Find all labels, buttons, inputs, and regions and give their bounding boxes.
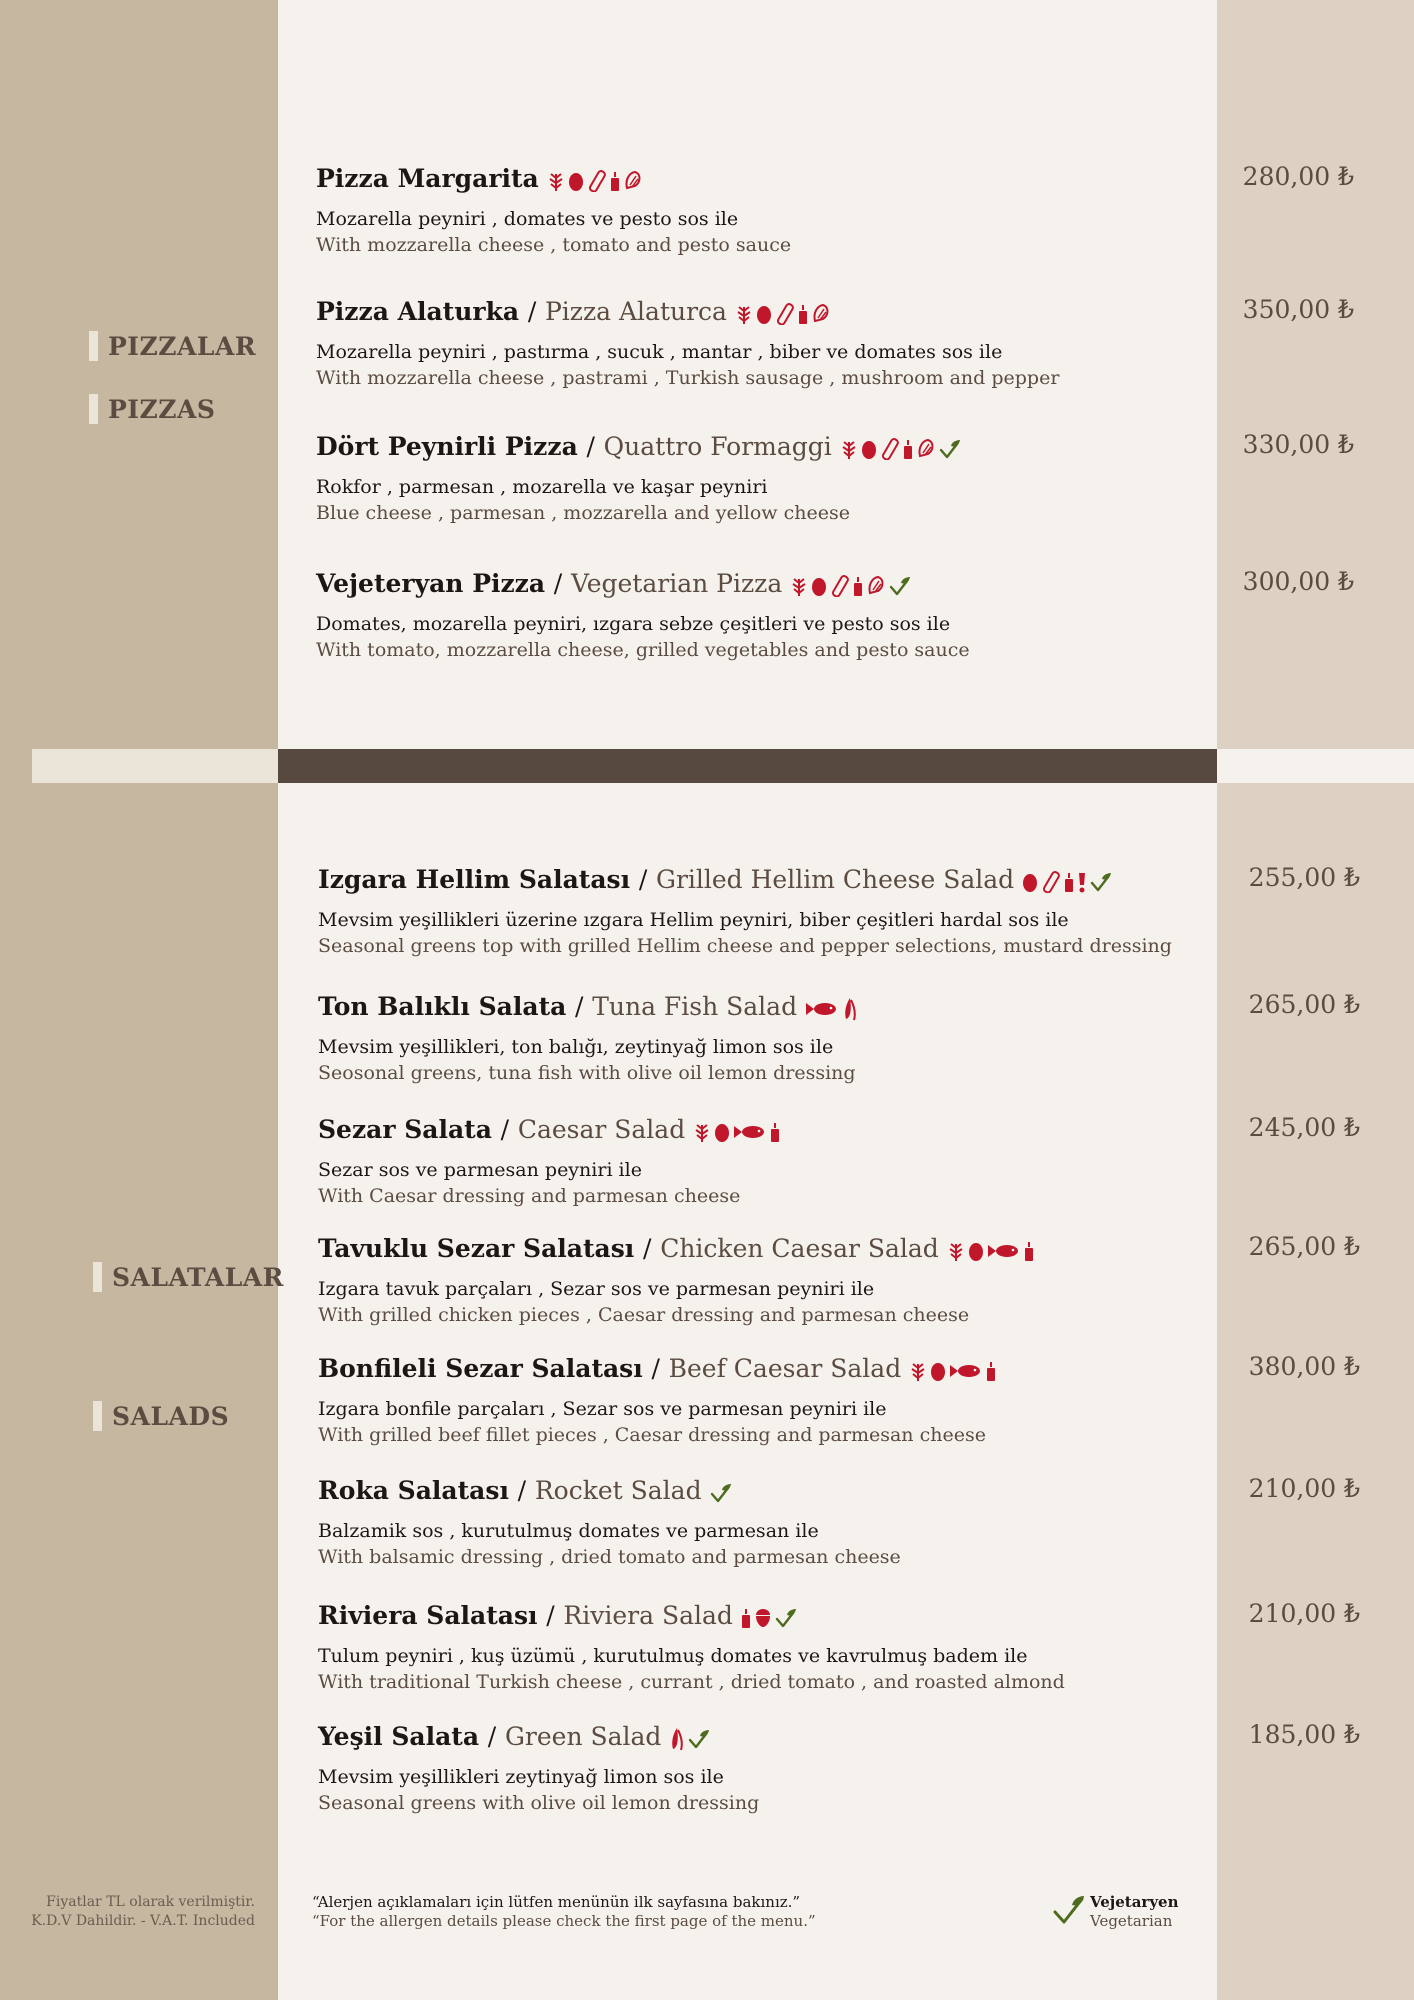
section-label-pizzas: PIZZAS bbox=[89, 394, 215, 424]
menu-item bbox=[318, 1232, 1034, 1328]
celery-icon bbox=[811, 303, 831, 325]
egg-icon bbox=[1022, 871, 1038, 893]
item-title: Izgara Hellim Salatası / Grilled Hellim Cheese Salad bbox=[318, 863, 1172, 897]
item-desc-en: With traditional Turkish cheese , currant , dried tomato , and roasted almond bbox=[318, 1671, 1065, 1693]
menu-item bbox=[318, 1720, 759, 1816]
allergen-icons bbox=[909, 1360, 996, 1382]
item-name-tr: Pizza Margarita bbox=[316, 164, 539, 193]
section-label-pizzalar: PIZZALAR bbox=[89, 331, 256, 361]
gluten-icon bbox=[790, 575, 808, 597]
gluten-icon bbox=[547, 170, 565, 192]
milk-icon bbox=[880, 438, 900, 460]
item-name-tr: Pizza Alaturka bbox=[316, 297, 520, 326]
item-name-tr: Tavuklu Sezar Salatası bbox=[318, 1234, 635, 1263]
item-name-en: Grilled Hellim Cheese Salad bbox=[655, 865, 1015, 894]
menu-item bbox=[318, 1599, 1065, 1695]
lupin-icon bbox=[669, 1727, 685, 1751]
section-label-salatalar: SALATALAR bbox=[93, 1262, 284, 1292]
egg-icon bbox=[568, 170, 584, 192]
egg-icon bbox=[714, 1121, 730, 1143]
allergen-note: “Alerjen açıklamaları için lütfen menünün ilk sayfasına bakınız.” “For the allergen details please check the first page of the menu.” bbox=[312, 1893, 816, 1930]
item-desc-en: With Caesar dressing and parmesan cheese bbox=[318, 1185, 741, 1207]
item-price: 350,00 ₺ bbox=[1242, 295, 1354, 324]
vegetarian-icon bbox=[1052, 1893, 1086, 1931]
item-price: 300,00 ₺ bbox=[1242, 567, 1354, 596]
allergen-icons bbox=[1022, 871, 1112, 893]
item-title bbox=[316, 162, 791, 196]
item-name-tr: Vejeteryan Pizza bbox=[316, 569, 546, 598]
item-desc-tr: Tulum peyniri , kuş üzümü , kurutulmuş domates ve kavrulmuş badem ile bbox=[318, 1645, 1028, 1667]
item-title: Dört Peynirli Pizza / Quattro Formaggi bbox=[316, 430, 961, 464]
item-desc-tr: Domates, mozarella peyniri, ızgara sebze çeşitleri ve pesto sos ile bbox=[316, 613, 951, 635]
item-desc-tr: Rokfor , parmesan , mozarella ve kaşar peyniri bbox=[316, 476, 768, 498]
section-label-salads: SALADS bbox=[93, 1401, 229, 1431]
item-name-en: Riviera Salad bbox=[563, 1601, 733, 1630]
menu-item bbox=[318, 990, 858, 1086]
vegetarian-icon bbox=[688, 1728, 710, 1750]
divider-band bbox=[278, 749, 1217, 783]
item-name-tr: Sezar Salata bbox=[318, 1115, 492, 1144]
item-name-en: Vegetarian Pizza bbox=[570, 569, 783, 598]
menu-item bbox=[318, 1113, 780, 1209]
gluten-icon bbox=[840, 438, 858, 460]
item-desc-tr: Sezar sos ve parmesan peyniri ile bbox=[318, 1159, 642, 1181]
item-name-tr: Izgara Hellim Salatası bbox=[318, 865, 631, 894]
item-price: 265,00 ₺ bbox=[1248, 1232, 1360, 1261]
item-desc-tr: Izgara tavuk parçaları , Sezar sos ve parmesan peyniri ile bbox=[318, 1278, 875, 1300]
milk-icon bbox=[587, 170, 607, 192]
item-price: 330,00 ₺ bbox=[1242, 430, 1354, 459]
item-desc-en: With balsamic dressing , dried tomato and parmesan cheese bbox=[318, 1546, 901, 1568]
item-name-en: Pizza Alaturca bbox=[544, 297, 727, 326]
gluten-icon bbox=[909, 1360, 927, 1382]
fish-icon bbox=[733, 1124, 767, 1140]
item-name-en: Quattro Formaggi bbox=[603, 432, 832, 461]
item-price: 265,00 ₺ bbox=[1248, 990, 1360, 1019]
item-name-en: Beef Caesar Salad bbox=[668, 1354, 902, 1383]
item-desc-en: With mozzarella cheese , pastrami , Turkish sausage , mushroom and pepper bbox=[316, 367, 1060, 389]
item-price: 210,00 ₺ bbox=[1248, 1474, 1360, 1503]
menu-item bbox=[318, 1474, 901, 1570]
item-desc-tr: Mevsim yeşillikleri üzerine ızgara Hellim peyniri, biber çeşitleri hardal sos ile bbox=[318, 909, 1069, 931]
item-desc-en: Seasonal greens with olive oil lemon dressing bbox=[318, 1792, 760, 1814]
mustard-icon bbox=[1024, 1240, 1034, 1262]
item-desc-tr: Mozarella peyniri , pastırma , sucuk , mantar , biber ve domates sos ile bbox=[316, 341, 1003, 363]
mustard-icon bbox=[903, 438, 913, 460]
allergen-icons bbox=[669, 1727, 710, 1751]
gluten-icon bbox=[947, 1240, 965, 1262]
egg-icon bbox=[968, 1240, 984, 1262]
item-title: Yeşil Salata / Green Salad bbox=[318, 1720, 759, 1754]
mustard-icon bbox=[798, 303, 808, 325]
lupin-icon bbox=[842, 997, 858, 1021]
menu-item bbox=[316, 567, 970, 663]
item-price: 210,00 ₺ bbox=[1248, 1599, 1360, 1628]
item-name-en: Chicken Caesar Salad bbox=[660, 1234, 939, 1263]
item-title: Riviera Salatası / Riviera Salad bbox=[318, 1599, 1065, 1633]
item-name-tr: Bonfileli Sezar Salatası bbox=[318, 1354, 643, 1383]
item-desc-en: Blue cheese , parmesan , mozzarella and yellow cheese bbox=[316, 502, 850, 524]
menu-item bbox=[318, 1352, 996, 1448]
egg-icon bbox=[811, 575, 827, 597]
egg-icon bbox=[756, 303, 772, 325]
item-name-en: Caesar Salad bbox=[517, 1115, 686, 1144]
menu-item bbox=[316, 295, 1059, 391]
item-title: Roka Salatası / Rocket Salad bbox=[318, 1474, 901, 1508]
item-title: Sezar Salata / Caesar Salad bbox=[318, 1113, 780, 1147]
allergen-icons bbox=[710, 1482, 732, 1504]
vegetarian-icon bbox=[710, 1482, 732, 1504]
item-name-tr: Yeşil Salata bbox=[318, 1722, 480, 1751]
item-desc-en: With tomato, mozzarella cheese, grilled vegetables and pesto sauce bbox=[316, 639, 970, 661]
item-title: Tavuklu Sezar Salatası / Chicken Caesar Salad bbox=[318, 1232, 1034, 1266]
item-price: 185,00 ₺ bbox=[1248, 1720, 1360, 1749]
vegetarian-icon bbox=[939, 438, 961, 460]
item-desc-tr: Balzamik sos , kurutulmuş domates ve parmesan ile bbox=[318, 1520, 819, 1542]
menu-item bbox=[318, 863, 1172, 959]
allergen-icons bbox=[840, 438, 961, 460]
item-price: 380,00 ₺ bbox=[1248, 1352, 1360, 1381]
item-name-tr: Ton Balıklı Salata bbox=[318, 992, 567, 1021]
item-name-en: Green Salad bbox=[504, 1722, 662, 1751]
milk-icon bbox=[775, 303, 795, 325]
fish-icon bbox=[949, 1363, 983, 1379]
gluten-icon bbox=[735, 303, 753, 325]
allergen-icons bbox=[735, 303, 831, 325]
item-name-en: Rocket Salad bbox=[534, 1476, 702, 1505]
menu-item bbox=[316, 430, 961, 526]
allergen-icons bbox=[693, 1121, 780, 1143]
item-price: 245,00 ₺ bbox=[1248, 1113, 1360, 1142]
item-desc-tr: Mozarella peyniri , domates ve pesto sos ile bbox=[316, 208, 739, 230]
divider-band-right bbox=[1217, 749, 1414, 783]
milk-icon bbox=[830, 575, 850, 597]
item-title: Bonfileli Sezar Salatası / Beef Caesar Salad bbox=[318, 1352, 996, 1386]
celery-icon bbox=[916, 438, 936, 460]
item-desc-en: With grilled chicken pieces , Caesar dressing and parmesan cheese bbox=[318, 1304, 970, 1326]
vegetarian-label-en: Vegetarian bbox=[1090, 1912, 1173, 1930]
egg-icon bbox=[861, 438, 877, 460]
item-name-tr: Riviera Salatası bbox=[318, 1601, 538, 1630]
fish-icon bbox=[987, 1243, 1021, 1259]
allergen-icons bbox=[947, 1240, 1034, 1262]
sulphite-icon bbox=[1077, 871, 1087, 893]
item-title: Pizza Alaturka / Pizza Alaturca bbox=[316, 295, 1059, 329]
item-price: 280,00 ₺ bbox=[1242, 162, 1354, 191]
item-desc-tr: Izgara bonfile parçaları , Sezar sos ve parmesan peyniri ile bbox=[318, 1398, 887, 1420]
mustard-icon bbox=[986, 1360, 996, 1382]
menu-item bbox=[316, 162, 791, 258]
mustard-icon bbox=[1064, 871, 1074, 893]
item-desc-en: Seosonal greens, tuna fish with olive oil lemon dressing bbox=[318, 1062, 856, 1084]
item-name-en: Tuna Fish Salad bbox=[592, 992, 798, 1021]
mustard-icon bbox=[853, 575, 863, 597]
allergen-icons bbox=[790, 575, 911, 597]
divider-band-left bbox=[32, 749, 278, 783]
allergen-icons bbox=[741, 1607, 797, 1629]
mustard-icon bbox=[741, 1607, 751, 1629]
item-desc-en: With mozzarella cheese , tomato and pesto sauce bbox=[316, 234, 792, 256]
egg-icon bbox=[930, 1360, 946, 1382]
vegetarian-icon bbox=[775, 1607, 797, 1629]
allergen-icons bbox=[547, 170, 643, 192]
price-note: Fiyatlar TL olarak verilmiştir. K.D.V Dahildir. - V.A.T. Included bbox=[31, 1894, 255, 1929]
nuts-icon bbox=[754, 1608, 772, 1628]
mustard-icon bbox=[610, 170, 620, 192]
mustard-icon bbox=[770, 1121, 780, 1143]
allergen-icons bbox=[805, 997, 858, 1021]
item-name-tr: Dört Peynirli Pizza bbox=[316, 432, 578, 461]
celery-icon bbox=[623, 170, 643, 192]
item-desc-en: Seasonal greens top with grilled Hellim cheese and pepper selections, mustard dressing bbox=[318, 935, 1172, 957]
item-name-tr: Roka Salatası bbox=[318, 1476, 509, 1505]
item-title: Ton Balıklı Salata / Tuna Fish Salad bbox=[318, 990, 858, 1024]
vegetarian-legend bbox=[1052, 1893, 1179, 1931]
left-column bbox=[0, 0, 278, 2000]
vegetarian-icon bbox=[889, 575, 911, 597]
milk-icon bbox=[1041, 871, 1061, 893]
celery-icon bbox=[866, 575, 886, 597]
item-desc-tr: Mevsim yeşillikleri zeytinyağ limon sos ile bbox=[318, 1766, 724, 1788]
vegetarian-icon bbox=[1090, 871, 1112, 893]
item-title: Vejeteryan Pizza / Vegetarian Pizza bbox=[316, 567, 970, 601]
item-desc-tr: Mevsim yeşillikleri, ton balığı, zeytinyağ limon sos ile bbox=[318, 1036, 834, 1058]
vegetarian-label-tr: Vejetaryen bbox=[1090, 1893, 1179, 1911]
fish-icon bbox=[805, 1001, 839, 1017]
item-price: 255,00 ₺ bbox=[1248, 863, 1360, 892]
gluten-icon bbox=[693, 1121, 711, 1143]
item-desc-en: With grilled beef fillet pieces , Caesar dressing and parmesan cheese bbox=[318, 1424, 986, 1446]
